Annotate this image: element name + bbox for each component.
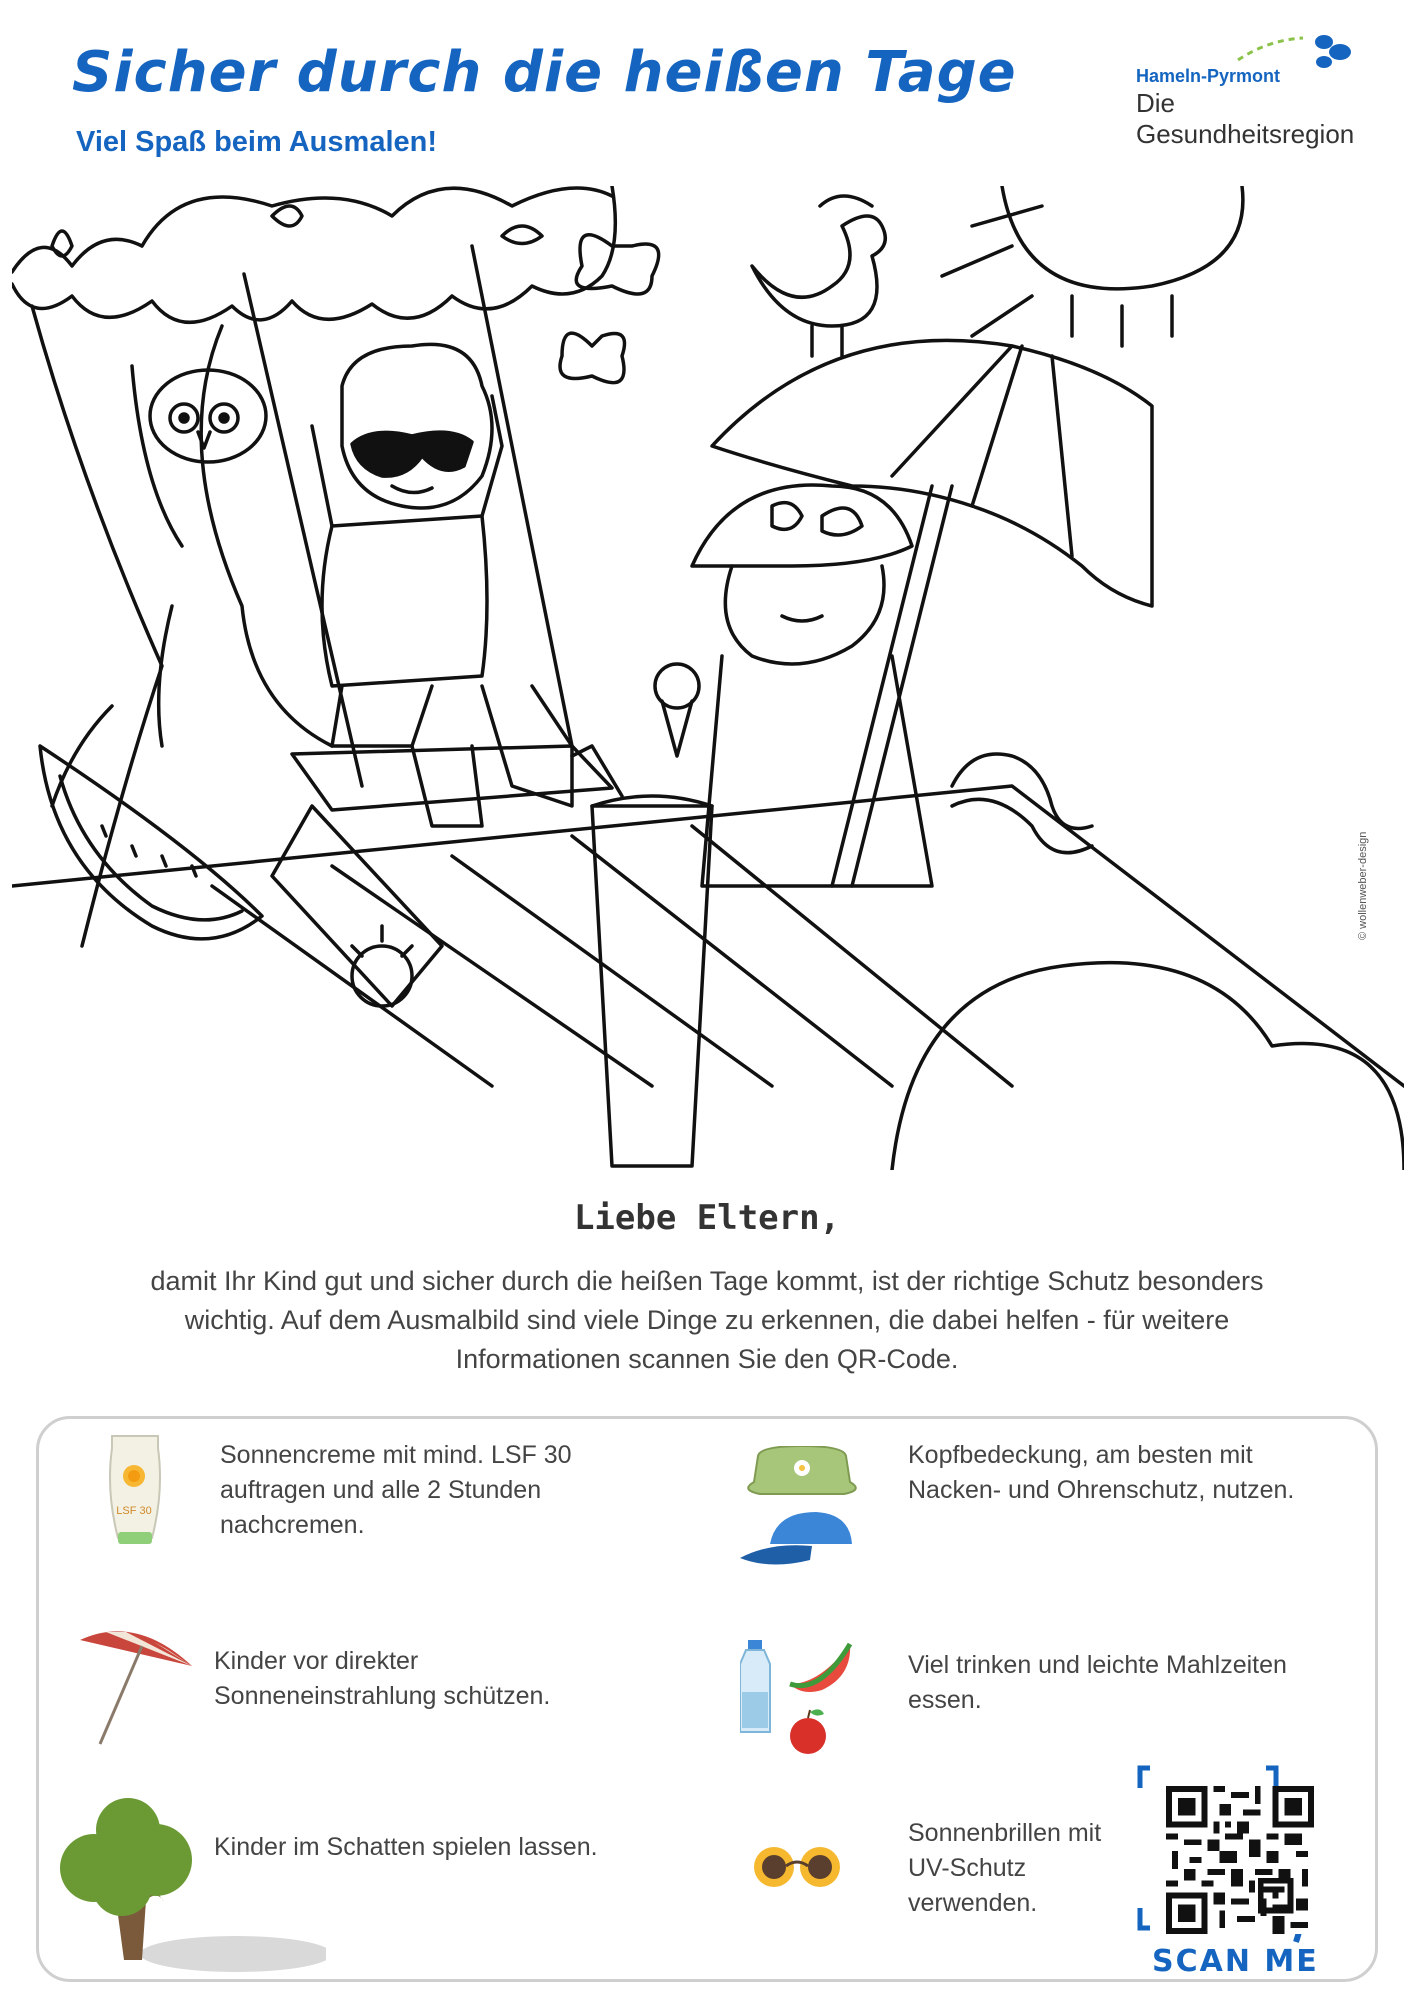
sunscreen-bottle [272, 806, 442, 1006]
watermelon-slice [40, 746, 262, 939]
bush [892, 963, 1404, 1170]
intro-text [60, 1262, 1354, 1379]
illustration-credit: © wollenweber-design [1357, 831, 1369, 940]
tip-sunscreen: Sonnencreme mit mind. LSF 30 auftragen und alle 2 Stunden nachcremen. [220, 1441, 572, 1539]
bird [752, 196, 885, 356]
sunglasses-icon [752, 1844, 842, 1890]
intro-line: damit Ihr Kind gut und sicher durch die heißen Tage kommt, ist der richtige Schutz besonders [150, 1266, 1264, 1296]
page-title: Sicher durch die heißen Tage [72, 40, 1017, 105]
scan-me-label: SCAN ME [1152, 1944, 1319, 1979]
page-subtitle: Viel Spaß beim Ausmalen! [76, 126, 437, 158]
tip-shade-play: Kinder im Schatten spielen lassen. [214, 1833, 598, 1861]
sunscreen-icon-label: LSF 30 [116, 1505, 152, 1517]
logo [1128, 32, 1388, 149]
owl [150, 370, 266, 462]
drinks-and-fruit-icon [740, 1640, 858, 1756]
tree-icon [46, 1790, 326, 1974]
logo-region: Die Gesundheitsregion [1136, 88, 1355, 149]
tip-drink-eat: Viel trinken und leichte Mahlzeiten essen. [908, 1651, 1287, 1714]
beach-umbrella [712, 340, 1152, 886]
worm [952, 754, 1092, 853]
hat-and-cap-icon [740, 1446, 864, 1576]
greeting: Liebe Eltern, [573, 1198, 841, 1238]
intro-line: Informationen scannen Sie den QR-Code. [455, 1344, 959, 1374]
coloring-illustration [12, 186, 1404, 1170]
sun [942, 186, 1243, 346]
logo-brand: Hameln-Pyrmont [1136, 66, 1281, 86]
parasol-icon [76, 1624, 196, 1750]
tip-shade-sun: Kinder vor direkter Sonneneinstrahlung schützen. [214, 1647, 551, 1710]
tip-sunglasses: Sonnenbrillen mit UV-Schutz verwenden. [908, 1819, 1102, 1917]
tree-canopy [12, 186, 615, 322]
intro-line: wichtig. Auf dem Ausmalbild sind viele Dinge zu erkennen, die dabei helfen - für weitere [184, 1305, 1230, 1335]
girl-with-ice-cream [655, 485, 932, 886]
qr-code[interactable] [1166, 1786, 1314, 1934]
tip-headwear: Kopfbedeckung, am besten mit Nacken- und Ohrenschutz, nutzen. [908, 1441, 1295, 1504]
sunscreen-icon [100, 1432, 170, 1546]
